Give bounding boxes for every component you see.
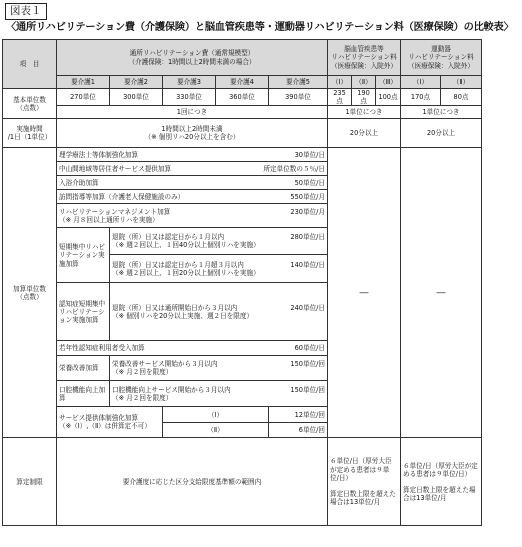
short-term-item-value: 140単位/日: [290, 260, 325, 269]
nou-value-2: 190点: [352, 89, 376, 106]
service-value: 12単位/回: [269, 407, 328, 423]
header-nou-line1: 脳血管疾患等: [344, 45, 384, 54]
addition-item-name: 中山間地域等居住者サービス提供加算: [59, 164, 172, 173]
addition-item: [57, 148, 328, 162]
oral-item: [110, 381, 328, 407]
undo-level-2: （Ⅱ）: [441, 76, 482, 89]
header-undo-line3: （医療保険：入院外）: [408, 61, 474, 70]
care-level-5: 要介護5: [269, 76, 328, 89]
header-undo-line1: 運動器: [431, 45, 451, 54]
limit-undo-line2: 算定日数上限を超えた場合は13単位/月: [403, 485, 476, 503]
limit-row: [3, 438, 482, 526]
care-level-3: 要介護3: [163, 76, 216, 89]
care-level-4: 要介護4: [216, 76, 269, 89]
dementia-item-line1: 退院（所）日又は通所開始日から３月以内: [112, 303, 238, 312]
nou-level-2: （Ⅱ）: [352, 76, 376, 89]
addition-item-value: 230単位/月: [290, 207, 325, 216]
header-tsusho-line1: 通所リハビリテーション費（通常規模型）: [129, 49, 255, 58]
undo-value-2: 80点: [441, 89, 482, 106]
care-value-4: 360単位: [216, 89, 269, 106]
time-undo: 20分以上: [401, 119, 482, 148]
addition-item-name: 入浴介助加算: [59, 178, 99, 187]
nou-level-1: （Ⅰ）: [328, 76, 352, 89]
care-level-2: 要介護2: [110, 76, 163, 89]
level-row: [3, 76, 482, 89]
time-tsusho-line2: （※ 個別リハ20分以上を含む）: [144, 133, 240, 142]
nou-per: 1単位につき: [328, 106, 401, 119]
care-value-2: 300単位: [110, 89, 163, 106]
nutrition-item-value: 150単位/回: [290, 360, 325, 369]
time-label-line1: 実施時間: [16, 125, 43, 134]
header-tsusho: [57, 40, 328, 76]
oral-item-line2: （※ 月２回を限度）: [112, 393, 173, 402]
addition-item-value: 550単位/月: [290, 192, 325, 201]
nou-level-3: （Ⅲ）: [376, 76, 401, 89]
dementia-group: 認知症短期集中リハビリテーション実施加算: [57, 283, 110, 341]
care-level-1: 要介護1: [57, 76, 110, 89]
limit-nou-line1: ６単位/日（厚労大臣が定める患者は９単位/日）: [330, 457, 392, 482]
header-item: [3, 40, 57, 89]
short-term-item-line1: 退院（所）日又は認定日から１月以内: [112, 233, 225, 242]
nutrition-item: [110, 356, 328, 381]
short-term-item-line2: （※ 週２回以上、１回20分以上個別リハを実施）: [112, 268, 260, 277]
limit-undo: [401, 438, 482, 526]
addition-item-name: リハビリテーションマネジメント加算: [59, 207, 171, 216]
addition-item-name: 若年性認知症利用者受入加算: [59, 344, 145, 353]
limit-nou: [328, 438, 401, 526]
short-term-group: 短期集中リハビリテーション実施加算: [57, 228, 110, 283]
oral-group: 口腔機能向上加算: [57, 381, 110, 407]
short-term-item-value: 280単位/日: [290, 233, 325, 242]
nutrition-group: 栄養改善加算: [57, 356, 110, 381]
service-group-line1: サービス提供体制強化加算: [59, 414, 139, 423]
addition-item: [57, 176, 328, 190]
nou-value-3: 100点: [376, 89, 401, 106]
limit-tsusho: 要介護度に応じた区分支給限度基準額の範囲内: [57, 438, 328, 526]
time-tsusho-line1: 1時間以上2時間未満: [161, 125, 223, 134]
dementia-item-line2: （※ 個別リハを20分以上実施、週２日を限度）: [112, 311, 254, 320]
undo-value-1: 170点: [401, 89, 441, 106]
oral-item-value: 150単位/回: [290, 385, 325, 394]
undo-addition-none: ―: [401, 148, 482, 438]
figure-title: 〈通所リハビリテーション費（介護保険）と脳血管疾患等・運動器リハビリテーション料（医療保険）の比較表〉: [6, 22, 514, 33]
addition-row: [3, 148, 482, 162]
addition-item: [57, 162, 328, 176]
limit-undo-line1: ６単位/日（厚労大臣が定める患者は９単位/日）: [403, 461, 478, 478]
header-undo-line2: リハビリテーション料: [408, 53, 474, 62]
header-nou: [328, 40, 401, 76]
short-term-item-line1: 退院（所）日又は認定日から１月超３月以内: [112, 260, 244, 269]
time-tsusho: [57, 119, 328, 148]
service-group-line2: （※（Ⅰ）,（Ⅱ）は併算定不可）: [59, 422, 151, 431]
undo-per: 1単位につき: [401, 106, 482, 119]
limit-nou-gap: [330, 482, 398, 490]
comparison-table: [2, 39, 482, 526]
nou-value-1: 235点: [328, 89, 352, 106]
care-value-5: 390単位: [269, 89, 328, 106]
service-level: （Ⅱ）: [163, 423, 269, 438]
time-label: [3, 119, 57, 148]
basic-units-label-line2: （点数）: [16, 103, 43, 112]
basic-units-label-line1: 基本単位数: [13, 95, 46, 104]
care-value-1: 270単位: [57, 89, 110, 106]
addition-label: [3, 148, 57, 438]
short-term-item: [110, 255, 328, 283]
basic-units-row: [3, 89, 482, 106]
figure-label: 図表１: [5, 3, 47, 20]
undo-level-1: （Ⅰ）: [401, 76, 441, 89]
nou-addition-none: ―: [328, 148, 401, 438]
limit-label: 算定制限: [3, 438, 57, 526]
basic-per-row: [3, 106, 482, 119]
addition-item-name: 理学療法士等体制強化加算: [59, 150, 139, 159]
dementia-item: [110, 283, 328, 341]
header-nou-line3: （医療保険：入院外）: [331, 61, 397, 70]
care-value-3: 330単位: [163, 89, 216, 106]
addition-item-value: 30単位/日: [294, 150, 325, 159]
limit-nou-line2: 算定日数上限を超えた場合は13単位/月: [330, 490, 396, 507]
addition-item-note: （※ 月８回以上通所リハを実施）: [59, 215, 159, 224]
header-nou-line2: リハビリテーション料: [331, 53, 397, 62]
short-term-item-line2: （※ 週２回以上、１回40分以上個別リハを実施）: [112, 241, 260, 250]
nutrition-item-line2: （※ 月２回を限度）: [112, 368, 173, 377]
addition-item: [57, 341, 328, 356]
addition-item: [57, 204, 328, 228]
header-item-text: 項 目: [19, 59, 40, 68]
basic-units-label: [3, 89, 57, 119]
limit-undo-gap: [403, 478, 479, 486]
addition-item: [57, 190, 328, 204]
dementia-item-value: 240単位/日: [290, 303, 325, 312]
time-nou: 20分以上: [328, 119, 401, 148]
addition-label-line2: （点数）: [16, 292, 43, 301]
tsusho-per: 1回につき: [57, 106, 328, 119]
service-group: [57, 407, 163, 438]
short-term-item: [110, 228, 328, 255]
addition-item-name: 訪問指導等加算（介護老人保健施設のみ）: [59, 192, 185, 201]
service-level: （Ⅰ）: [163, 407, 269, 423]
time-label-line2: /1日（1単位）: [7, 133, 52, 142]
oral-item-line1: 口腔機能向上サービス開始から３月以内: [112, 385, 231, 394]
addition-label-line1: 加算単位数: [13, 284, 46, 293]
header-undo: [401, 40, 482, 76]
addition-item-value: 所定単位数の５％/日: [263, 164, 325, 173]
service-value: 6単位/回: [269, 423, 328, 438]
header-row: [3, 40, 482, 76]
addition-item-value: 50単位/日: [294, 178, 325, 187]
addition-item-value: 60単位/日: [294, 344, 325, 353]
nutrition-item-line1: 栄養改善サービス開始から３月以内: [112, 360, 218, 369]
time-row: [3, 119, 482, 148]
header-tsusho-line2: （介護保険：1時間以上2時間未満の場合）: [128, 57, 256, 66]
